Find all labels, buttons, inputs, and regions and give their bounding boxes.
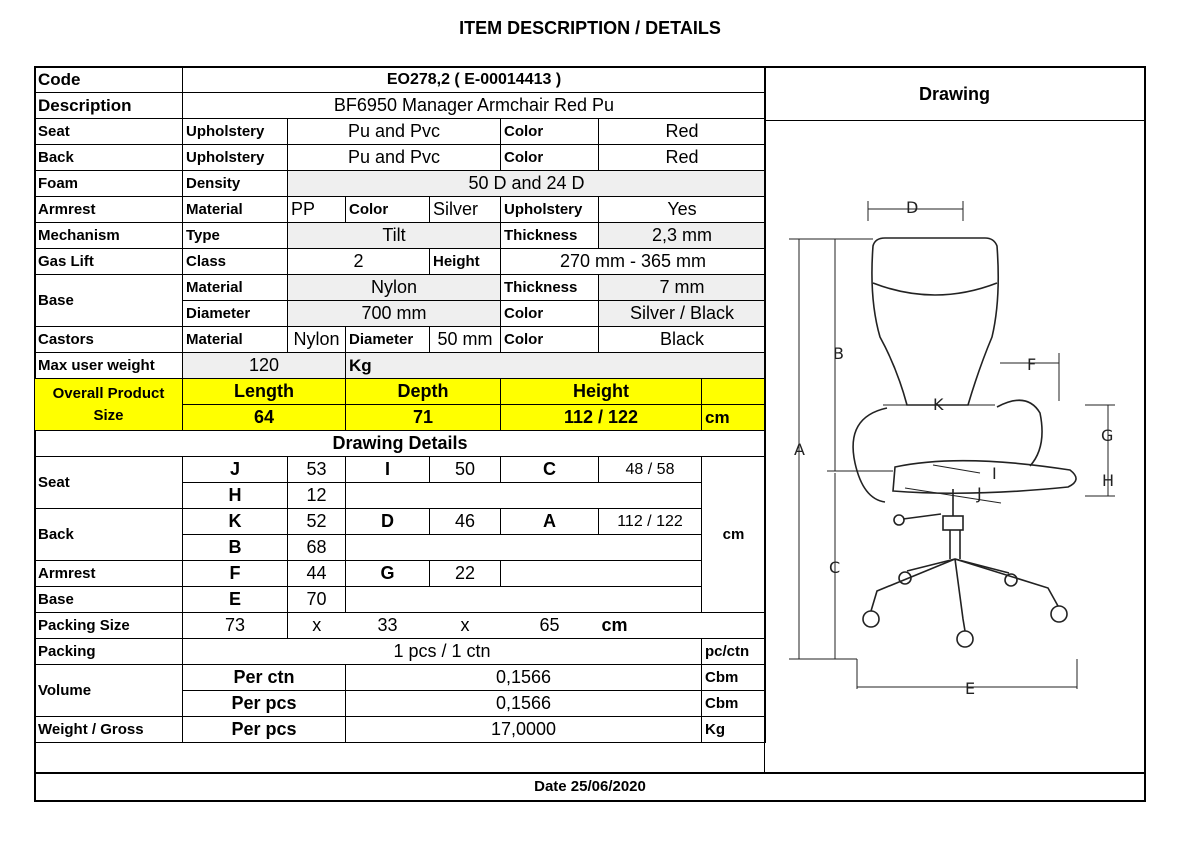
drawing-header: Drawing — [765, 68, 1144, 121]
description-row — [35, 93, 766, 119]
dd-armrest-row — [35, 561, 766, 587]
document-date: Date 25/06/2020 — [534, 778, 646, 795]
weight-per-pcs-label: Per pcs — [183, 717, 346, 743]
dd-value-f: 44 — [288, 561, 346, 587]
back-color-label: Color — [501, 145, 599, 171]
castors-row — [35, 327, 766, 353]
dd-value-k: 52 — [288, 509, 346, 535]
chair-drawing — [765, 121, 1144, 773]
spec-table — [34, 66, 766, 743]
armrest-row — [35, 197, 766, 223]
drawing-area — [765, 121, 1144, 773]
drawing-details-header-row — [35, 431, 766, 457]
castors-dia-label: Diameter — [346, 327, 430, 353]
dd-base-blank — [346, 587, 702, 613]
dd-letter-b: B — [183, 535, 288, 561]
seat-label: Seat — [35, 119, 183, 145]
overall-label: Overall Product Size — [35, 379, 183, 431]
dd-back-label: Back — [35, 509, 183, 561]
armrest-uph-label: Upholstery — [501, 197, 599, 223]
document-title: ITEM DESCRIPTION / DETAILS — [459, 18, 721, 38]
packing-size-unit: cm — [599, 613, 766, 639]
gaslift-height: 270 mm - 365 mm — [501, 249, 766, 275]
base-row-1 — [35, 275, 766, 301]
code-row — [35, 67, 766, 93]
dd-letter-d: D — [346, 509, 430, 535]
dd-value-a: 112 / 122 — [599, 509, 702, 535]
maxweight-value: 120 — [183, 353, 346, 379]
overall-length: 64 — [183, 405, 346, 431]
dd-letter-a: A — [501, 509, 599, 535]
overall-length-label: Length — [183, 379, 346, 405]
foam-row — [35, 171, 766, 197]
foam-label: Foam — [35, 171, 183, 197]
castors-dia: 50 mm — [430, 327, 501, 353]
dd-letter-c: C — [501, 457, 599, 483]
packing-size-w: 33 — [346, 613, 430, 639]
dd-armrest-label: Armrest — [35, 561, 183, 587]
code-value: EO278,2 ( E-00014413 ) — [183, 67, 766, 93]
weight-unit: Kg — [702, 717, 766, 743]
base-mat: Nylon — [288, 275, 501, 301]
overall-height-label: Height — [501, 379, 702, 405]
packing-size-h: 65 — [501, 613, 599, 639]
chair-outline — [853, 238, 1076, 647]
castors-label: Castors — [35, 327, 183, 353]
packing-size-label: Packing Size — [35, 613, 183, 639]
packing-row — [35, 639, 766, 665]
seat-color-label: Color — [501, 119, 599, 145]
dd-value-b: 68 — [288, 535, 346, 561]
armrest-field: Material — [183, 197, 288, 223]
dd-seat-label: Seat — [35, 457, 183, 509]
dimension-labels — [794, 198, 1114, 698]
mechanism-thk-label: Thickness — [501, 223, 599, 249]
dd-seat-blank — [346, 483, 702, 509]
weight-row — [35, 717, 766, 743]
volume-label: Volume — [35, 665, 183, 717]
dd-letter-k: K — [183, 509, 288, 535]
dd-letter-f: F — [183, 561, 288, 587]
base-dia: 700 mm — [288, 301, 501, 327]
dd-value-d: 46 — [430, 509, 501, 535]
overall-depth-label: Depth — [346, 379, 501, 405]
dim-label-i: I — [992, 464, 997, 483]
base-mat-label: Material — [183, 275, 288, 301]
dd-unit: cm — [702, 457, 766, 613]
packing-value: 1 pcs / 1 ctn — [183, 639, 702, 665]
dd-base-label: Base — [35, 587, 183, 613]
packing-size-l: 73 — [183, 613, 288, 639]
base-thk: 7 mm — [599, 275, 766, 301]
dim-label-e: E — [965, 679, 976, 698]
overall-row-1 — [35, 379, 766, 405]
gaslift-value: 2 — [288, 249, 430, 275]
dd-value-c: 48 / 58 — [599, 457, 702, 483]
description-value: BF6950 Manager Armchair Red Pu — [183, 93, 766, 119]
packing-size-x1: x — [288, 613, 346, 639]
overall-blank — [702, 379, 766, 405]
base-dia-label: Diameter — [183, 301, 288, 327]
overall-height: 112 / 122 — [501, 405, 702, 431]
armrest-value: PP — [288, 197, 346, 223]
dd-letter-h: H — [183, 483, 288, 509]
gaslift-field: Class — [183, 249, 288, 275]
castors-mat-label: Material — [183, 327, 288, 353]
dim-label-g: G — [1101, 426, 1114, 445]
drawing-details-title: Drawing Details — [35, 431, 766, 457]
dim-label-h: H — [1102, 471, 1115, 490]
foam-value: 50 D and 24 D — [288, 171, 766, 197]
dd-letter-i: I — [346, 457, 430, 483]
packing-size-row — [35, 613, 766, 639]
base-color-label: Color — [501, 301, 599, 327]
volume-per-pcs-label: Per pcs — [183, 691, 346, 717]
dd-armrest-blank — [501, 561, 702, 587]
maxweight-label: Max user weight — [35, 353, 183, 379]
dd-value-g: 22 — [430, 561, 501, 587]
overall-unit: cm — [702, 405, 766, 431]
armrest-label: Armrest — [35, 197, 183, 223]
mechanism-value: Tilt — [288, 223, 501, 249]
volume-per-pcs: 0,1566 — [346, 691, 702, 717]
dim-label-d: D — [906, 198, 919, 217]
gaslift-label: Gas Lift — [35, 249, 183, 275]
volume-unit-2: Cbm — [702, 691, 766, 717]
seat-field: Upholstery — [183, 119, 288, 145]
mechanism-row — [35, 223, 766, 249]
armrest-uph: Yes — [599, 197, 766, 223]
weight-label: Weight / Gross — [35, 717, 183, 743]
castors-color: Black — [599, 327, 766, 353]
maxweight-row — [35, 353, 766, 379]
packing-size-x2: x — [430, 613, 501, 639]
dd-seat-row-1 — [35, 457, 766, 483]
seat-row — [35, 119, 766, 145]
dim-label-j: J — [977, 484, 982, 503]
overall-depth: 71 — [346, 405, 501, 431]
base-color: Silver / Black — [599, 301, 766, 327]
back-field: Upholstery — [183, 145, 288, 171]
volume-per-ctn: 0,1566 — [346, 665, 702, 691]
dd-value-e: 70 — [288, 587, 346, 613]
seat-value: Pu and Pvc — [288, 119, 501, 145]
base-thk-label: Thickness — [501, 275, 599, 301]
volume-per-ctn-label: Per ctn — [183, 665, 346, 691]
packing-label: Packing — [35, 639, 183, 665]
base-label: Base — [35, 275, 183, 327]
mechanism-thk: 2,3 mm — [599, 223, 766, 249]
back-row — [35, 145, 766, 171]
maxweight-unit: Kg — [346, 353, 766, 379]
back-label: Back — [35, 145, 183, 171]
dd-base-row — [35, 587, 766, 613]
back-value: Pu and Pvc — [288, 145, 501, 171]
foam-field: Density — [183, 171, 288, 197]
mechanism-label: Mechanism — [35, 223, 183, 249]
castors-mat: Nylon — [288, 327, 346, 353]
seat-color: Red — [599, 119, 766, 145]
code-label: Code — [35, 67, 183, 93]
dim-label-k: K — [933, 395, 944, 414]
armrest-color-label: Color — [346, 197, 430, 223]
dd-value-i: 50 — [430, 457, 501, 483]
armrest-color: Silver — [430, 197, 501, 223]
back-color: Red — [599, 145, 766, 171]
dim-label-a: A — [794, 440, 805, 459]
dd-letter-e: E — [183, 587, 288, 613]
volume-unit-1: Cbm — [702, 665, 766, 691]
dd-letter-g: G — [346, 561, 430, 587]
gaslift-height-label: Height — [430, 249, 501, 275]
volume-row-1 — [35, 665, 766, 691]
description-label: Description — [35, 93, 183, 119]
weight-value: 17,0000 — [346, 717, 702, 743]
castors-color-label: Color — [501, 327, 599, 353]
dd-back-blank — [346, 535, 702, 561]
dd-letter-j: J — [183, 457, 288, 483]
dd-value-j: 53 — [288, 457, 346, 483]
dim-label-f: F — [1027, 355, 1037, 374]
packing-unit: pc/ctn — [702, 639, 766, 665]
dd-value-h: 12 — [288, 483, 346, 509]
dd-back-row-1 — [35, 509, 766, 535]
gaslift-row — [35, 249, 766, 275]
mechanism-field: Type — [183, 223, 288, 249]
dim-label-b: B — [833, 344, 844, 363]
dim-label-c: C — [829, 558, 841, 577]
